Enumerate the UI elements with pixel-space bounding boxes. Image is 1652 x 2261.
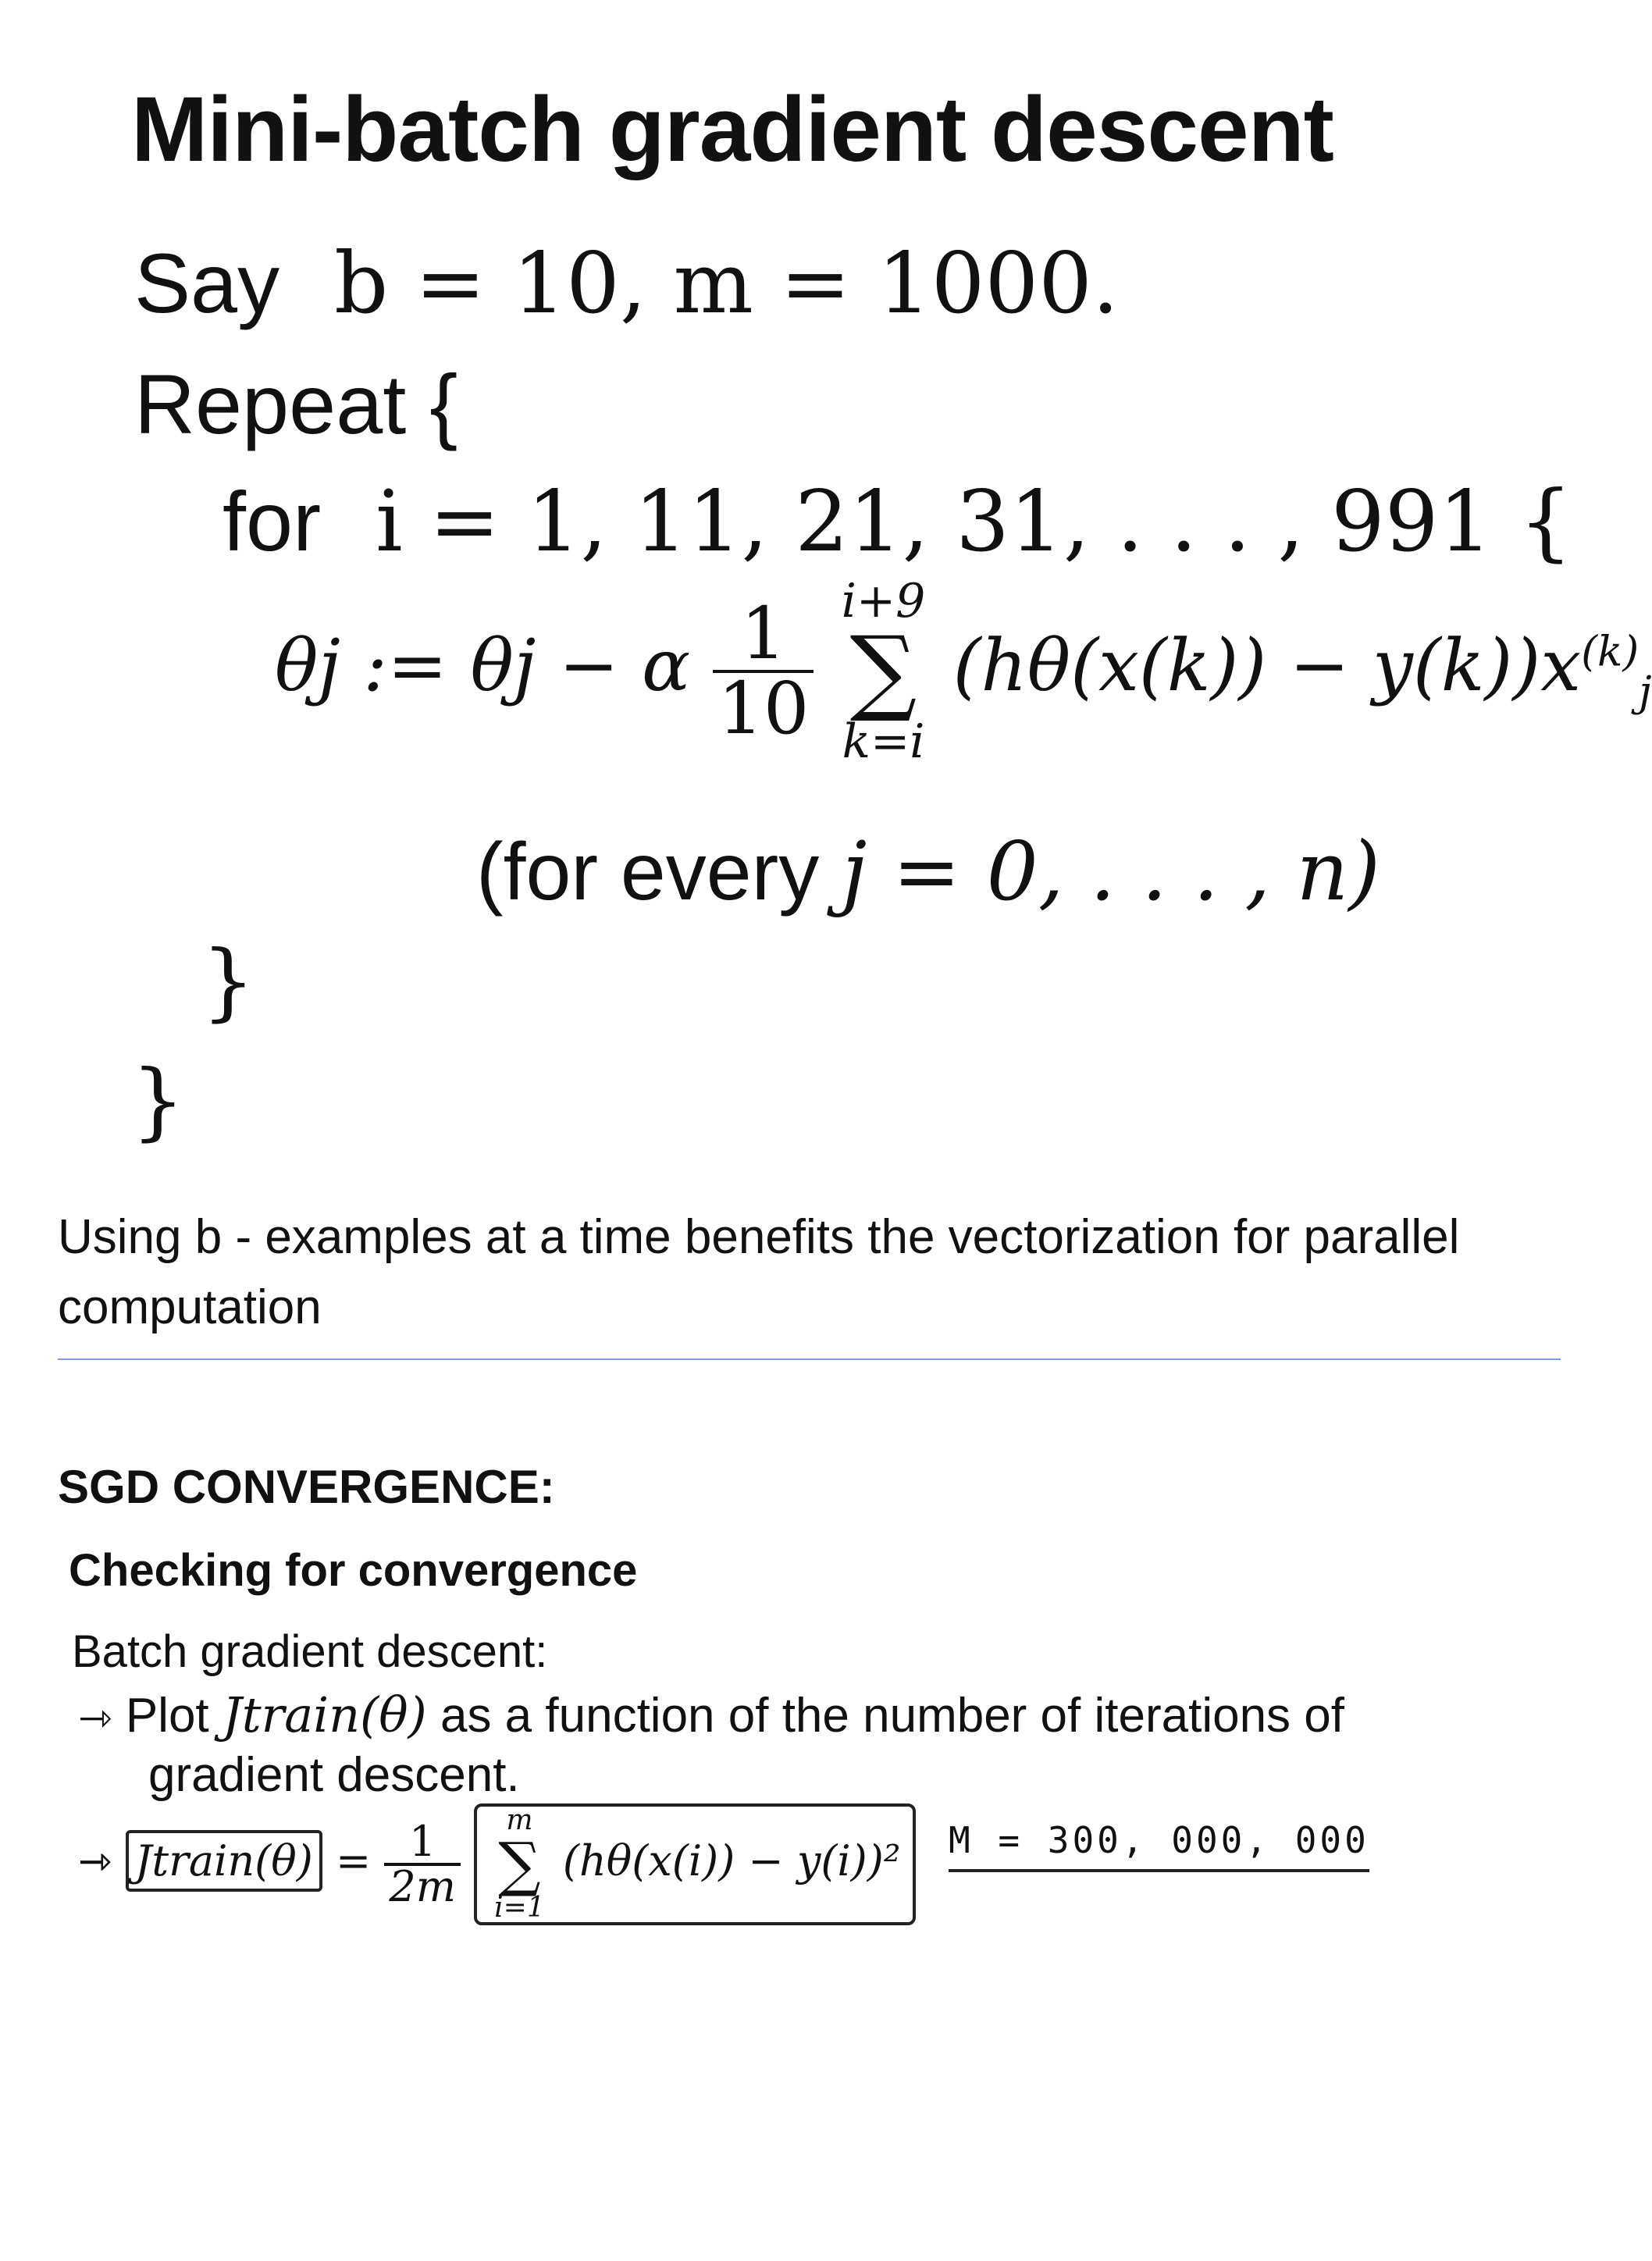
update-sum-lower: k=i bbox=[842, 714, 925, 769]
handwritten-note: M = 300, 000, 000 bbox=[949, 1819, 1369, 1872]
update-sum bbox=[841, 574, 926, 769]
say-line bbox=[134, 234, 1119, 333]
for-math: i = 1, 11, 21, 31, . . . , 991 { bbox=[376, 473, 1573, 571]
cost-frac-den: 2m bbox=[389, 1862, 456, 1911]
for-every-line bbox=[476, 824, 1380, 919]
for-every-label: (for every bbox=[476, 827, 820, 917]
cost-sum bbox=[494, 1804, 545, 1924]
bullet-plot-math: Jtrain(θ) bbox=[222, 1686, 427, 1743]
cost-equals: = bbox=[335, 1836, 372, 1885]
bullet-plot-line2: gradient descent. bbox=[148, 1748, 520, 1802]
say-label: Say bbox=[134, 236, 280, 330]
outer-close-brace: } bbox=[131, 1052, 185, 1150]
update-lhs: θj := θj − α bbox=[275, 623, 691, 707]
say-math: b = 10, m = 1000. bbox=[334, 235, 1120, 333]
section-heading: SGD CONVERGENCE: bbox=[58, 1461, 555, 1513]
bullet-plot-pre: Plot bbox=[125, 1689, 209, 1743]
sum-symbol: ∑ bbox=[498, 1829, 541, 1899]
update-sum-upper: i+9 bbox=[841, 574, 926, 628]
arrow-icon: ⇾ bbox=[78, 1839, 112, 1885]
cost-fraction bbox=[384, 1817, 461, 1911]
for-line bbox=[223, 472, 1572, 571]
sum-symbol: ∑ bbox=[849, 617, 917, 725]
bullet-plot-post: as a function of the number of iterations of bbox=[440, 1689, 1344, 1743]
cost-body: (hθ(x(i)) − y(i))² bbox=[562, 1836, 901, 1885]
explanation-paragraph: Using b - examples at a time benefits the vectorization for parallel computation bbox=[58, 1210, 1460, 1334]
subheading: Checking for convergence bbox=[69, 1545, 638, 1596]
page-title: Mini-batch gradient descent bbox=[131, 78, 1333, 181]
update-body-sup: (k) bbox=[1581, 626, 1640, 676]
bullet-plot bbox=[78, 1686, 1344, 1743]
bullet-cost-formula bbox=[78, 1803, 916, 1925]
for-label: for bbox=[223, 474, 322, 568]
update-fraction bbox=[713, 592, 814, 750]
batch-label: Batch gradient descent: bbox=[72, 1626, 548, 1677]
repeat-line: Repeat { bbox=[134, 357, 458, 451]
cost-sum-box bbox=[474, 1803, 916, 1925]
update-body-sub: j bbox=[1639, 666, 1652, 716]
update-equation bbox=[275, 574, 1652, 769]
cost-lhs-box: Jtrain(θ) bbox=[126, 1830, 322, 1892]
update-frac-num: 1 bbox=[713, 598, 814, 673]
cost-sum-lower: i=1 bbox=[494, 1892, 545, 1924]
section-divider bbox=[58, 1358, 1561, 1360]
arrow-icon: ⇾ bbox=[78, 1696, 112, 1741]
update-frac-den: 10 bbox=[717, 667, 810, 750]
cost-sum-upper: m bbox=[506, 1804, 533, 1836]
update-body: (hθ(x(k)) − y(k))x bbox=[952, 623, 1582, 707]
for-every-math: j = 0, . . . , n) bbox=[842, 824, 1380, 919]
cost-frac-num: 1 bbox=[384, 1821, 461, 1866]
inner-close-brace: } bbox=[201, 933, 255, 1031]
